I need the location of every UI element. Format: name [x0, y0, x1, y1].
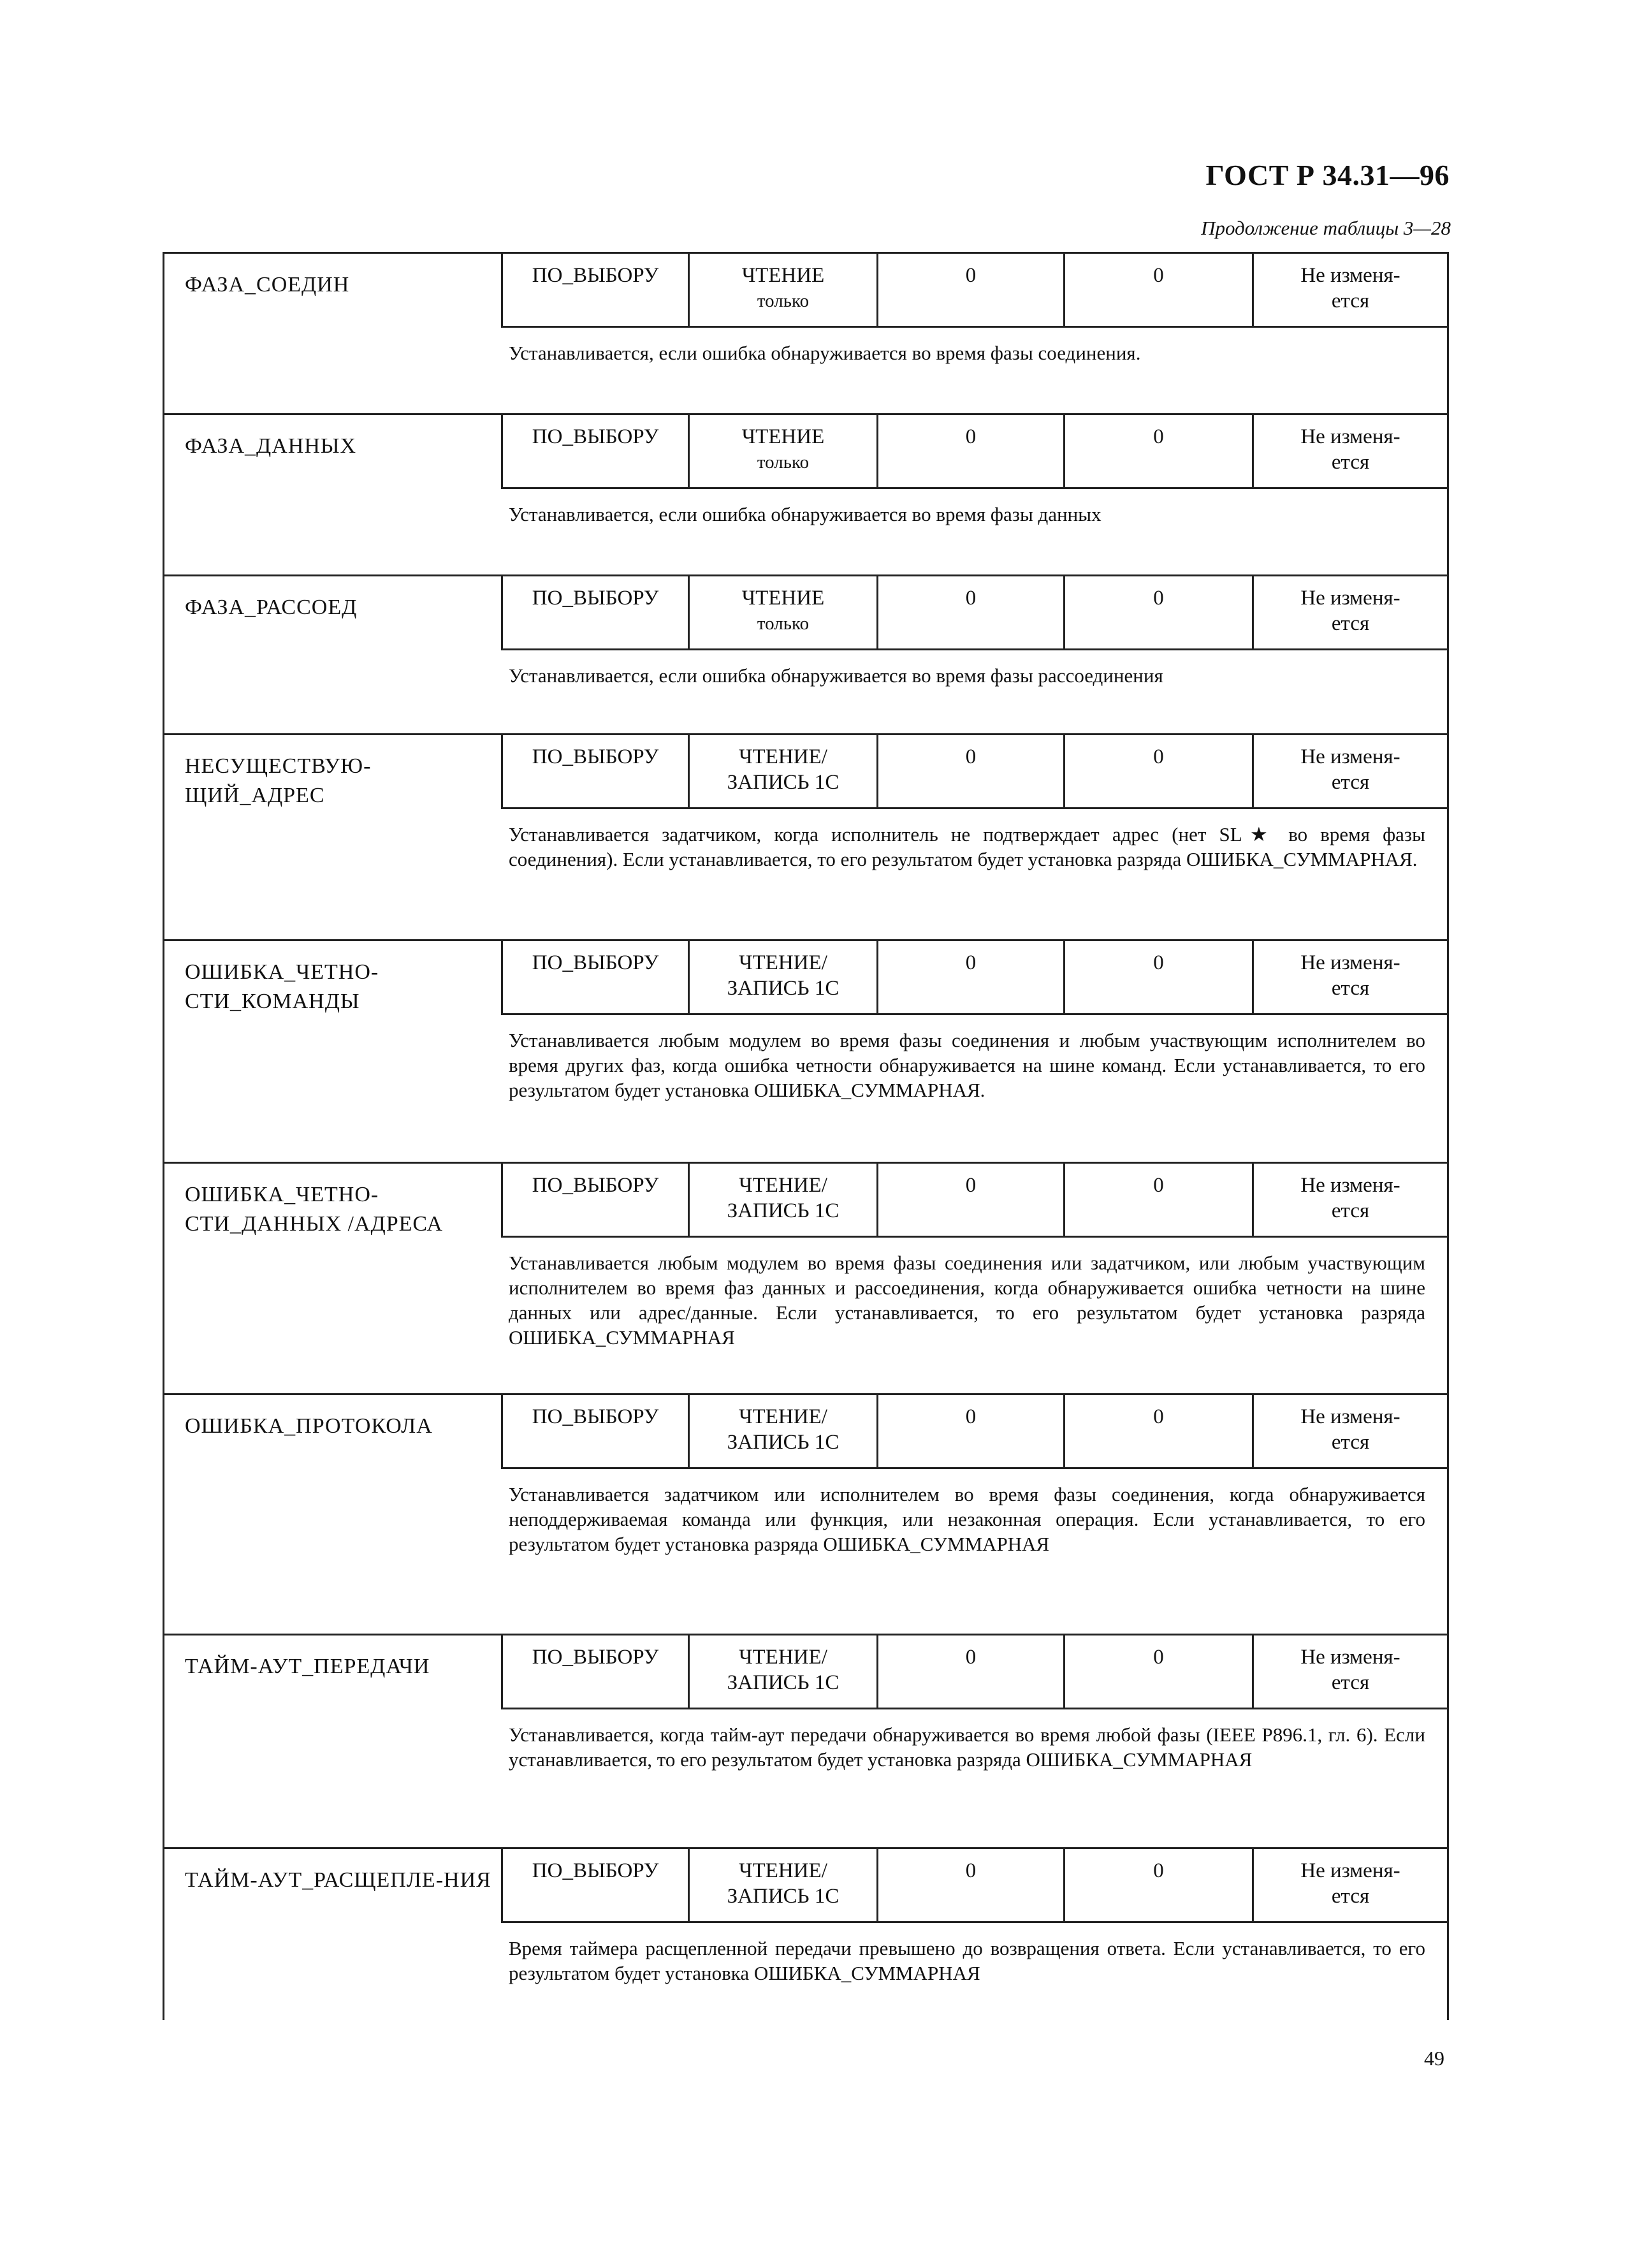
- reset-value-1: 0: [878, 735, 1065, 807]
- access-line1: ЧТЕНИЕ/: [739, 1646, 827, 1669]
- change-line2: ется: [1331, 1671, 1370, 1694]
- access-line1: ЧТЕНИЕ: [741, 425, 825, 448]
- param-name: ОШИБКА_ПРОТОКОЛА: [185, 1414, 433, 1438]
- change-line2: ется: [1331, 771, 1370, 794]
- access-line1: ЧТЕНИЕ/: [739, 1405, 827, 1428]
- description: Устанавливается, если ошибка обнаруживается во время фазы данных: [509, 503, 1101, 525]
- table-row: [164, 574, 1447, 733]
- access-cell: [690, 941, 878, 1013]
- description: Устанавливается задатчиком, когда исполнитель не подтверждает адрес (нет SL★ во время фазы соединения). Если устанавливается, то его результатом будет установка разряда ОШИБКА_СУММАРНАЯ.: [509, 823, 1425, 870]
- reset-value-2: 0: [1065, 576, 1254, 648]
- reset-value-2: 0: [1065, 735, 1254, 807]
- access-line2: только: [757, 452, 810, 472]
- reset-value-2: 0: [1065, 1395, 1254, 1467]
- param-name: ТАЙМ-АУТ_ПЕРЕДАЧИ: [185, 1655, 430, 1678]
- access-line2: ЗАПИСЬ 1С: [727, 977, 839, 1000]
- table-row: [164, 413, 1447, 574]
- change-cell: [1254, 254, 1447, 326]
- page-number: 49: [1424, 2047, 1444, 2070]
- access-line2: ЗАПИСЬ 1С: [727, 1885, 839, 1908]
- attr-row: [501, 1849, 1447, 1923]
- attr-row: [501, 1164, 1447, 1238]
- access-cell: [690, 1849, 878, 1921]
- description: Устанавливается любым модулем во время фазы соединения или задатчиком, или любым участвующим исполнителем во время фаз данных и рассоединения, когда обнаруживается ошибка четности на шине данных или адрес/данные. Если устанавливается, то его результатом будет установка разряда ОШИБКА_СУММАРНАЯ: [509, 1252, 1425, 1349]
- reset-value-2: 0: [1065, 941, 1254, 1013]
- change-line2: ется: [1331, 1431, 1370, 1454]
- access-line1: ЧТЕНИЕ: [741, 587, 825, 610]
- param-name: НЕСУЩЕСТВУЮ-ЩИЙ_АДРЕС: [185, 754, 372, 807]
- reset-value-1: 0: [878, 576, 1065, 648]
- table-row: [164, 1847, 1447, 2020]
- access-cell: [690, 1164, 878, 1236]
- category-cell: ПО_ВЫБОРУ: [503, 415, 690, 487]
- change-cell: [1254, 415, 1447, 487]
- access-line2: только: [757, 291, 810, 311]
- access-line1: ЧТЕНИЕ/: [739, 951, 827, 974]
- param-name: ТАЙМ-АУТ_РАСЩЕПЛЕ-НИЯ: [185, 1868, 491, 1892]
- change-line2: ется: [1331, 977, 1370, 1000]
- access-cell: [690, 1395, 878, 1467]
- change-line2: ется: [1331, 289, 1370, 312]
- category-cell: ПО_ВЫБОРУ: [503, 735, 690, 807]
- reset-value-2: 0: [1065, 1635, 1254, 1708]
- category-cell: ПО_ВЫБОРУ: [503, 1395, 690, 1467]
- param-name: ФАЗА_РАССОЕД: [185, 596, 358, 619]
- attr-row: [501, 1635, 1447, 1709]
- attr-row: [501, 254, 1447, 328]
- table-row: [164, 939, 1447, 1162]
- change-cell: [1254, 1635, 1447, 1708]
- document-id: ГОСТ Р 34.31—96: [1205, 159, 1450, 191]
- access-line2: ЗАПИСЬ 1С: [727, 1671, 839, 1694]
- attr-row: [501, 415, 1447, 489]
- description: Устанавливается любым модулем во время фазы соединения и любым участвующим исполнителем во время других фаз, когда ошибка четности обнаруживается на шине команд. Если устанавливается, то его результатом будет установка ОШИБКА_СУММАРНАЯ.: [509, 1029, 1425, 1101]
- attr-row: [501, 941, 1447, 1015]
- change-line2: ется: [1331, 451, 1370, 474]
- param-name: ОШИБКА_ЧЕТНО-СТИ_КОМАНДЫ: [185, 960, 379, 1013]
- table-row: [164, 252, 1447, 413]
- reset-value-1: 0: [878, 1635, 1065, 1708]
- reset-value-2: 0: [1065, 415, 1254, 487]
- change-cell: [1254, 1849, 1447, 1921]
- change-cell: [1254, 1164, 1447, 1236]
- description: Устанавливается, если ошибка обнаруживается во время фазы соединения.: [509, 342, 1141, 364]
- table-row: [164, 733, 1447, 939]
- access-line1: ЧТЕНИЕ/: [739, 1859, 827, 1882]
- param-name: ФАЗА_СОЕДИН: [185, 273, 350, 296]
- category-cell: ПО_ВЫБОРУ: [503, 1849, 690, 1921]
- change-cell: [1254, 735, 1447, 807]
- change-line1: Не изменя-: [1300, 1174, 1400, 1197]
- category-cell: ПО_ВЫБОРУ: [503, 1635, 690, 1708]
- category-cell: ПО_ВЫБОРУ: [503, 576, 690, 648]
- table-row: [164, 1393, 1447, 1634]
- description: Время таймера расщепленной передачи превышено до возвращения ответа. Если устанавливается, то его результатом будет установка ОШИБКА_СУММАРНАЯ: [509, 1937, 1425, 1984]
- change-line1: Не изменя-: [1300, 1405, 1400, 1428]
- access-line1: ЧТЕНИЕ: [741, 264, 825, 287]
- reset-value-1: 0: [878, 254, 1065, 326]
- description: Устанавливается, когда тайм-аут передачи обнаруживается во время любой фазы (IEEE P896.1, гл. 6). Если устанавливается, то его результатом будет установка разряда ОШИБКА_СУММАРНАЯ: [509, 1723, 1425, 1771]
- access-line2: только: [757, 613, 810, 634]
- access-line1: ЧТЕНИЕ/: [739, 1174, 827, 1197]
- change-line1: Не изменя-: [1300, 425, 1400, 448]
- change-cell: [1254, 1395, 1447, 1467]
- reset-value-2: 0: [1065, 1849, 1254, 1921]
- description: Устанавливается, если ошибка обнаруживается во время фазы рассоединения: [509, 664, 1163, 687]
- access-cell: [690, 254, 878, 326]
- access-cell: [690, 1635, 878, 1708]
- reset-value-1: 0: [878, 1164, 1065, 1236]
- table-caption: Продолжение таблицы 3—28: [1201, 217, 1451, 239]
- change-line2: ется: [1331, 612, 1370, 635]
- attr-row: [501, 1395, 1447, 1469]
- change-line1: Не изменя-: [1300, 745, 1400, 768]
- reset-value-1: 0: [878, 941, 1065, 1013]
- access-cell: [690, 415, 878, 487]
- change-line1: Не изменя-: [1300, 587, 1400, 610]
- register-table: [163, 252, 1449, 2020]
- change-line1: Не изменя-: [1300, 1646, 1400, 1669]
- reset-value-1: 0: [878, 1849, 1065, 1921]
- reset-value-1: 0: [878, 1395, 1065, 1467]
- change-line1: Не изменя-: [1300, 951, 1400, 974]
- category-cell: ПО_ВЫБОРУ: [503, 941, 690, 1013]
- change-line2: ется: [1331, 1199, 1370, 1222]
- change-line1: Не изменя-: [1300, 1859, 1400, 1882]
- reset-value-1: 0: [878, 415, 1065, 487]
- change-cell: [1254, 941, 1447, 1013]
- change-line1: Не изменя-: [1300, 264, 1400, 287]
- category-cell: ПО_ВЫБОРУ: [503, 1164, 690, 1236]
- description: Устанавливается задатчиком или исполнителем во время фазы соединения, когда обнаруживается неподдерживаемая команда или функция, или незаконная операция. Если устанавливается, то его результатом будет установка разряда ОШИБКА_СУММАРНАЯ: [509, 1483, 1425, 1555]
- attr-row: [501, 735, 1447, 809]
- param-name: ОШИБКА_ЧЕТНО-СТИ_ДАННЫХ /АДРЕСА: [185, 1183, 443, 1236]
- access-line2: ЗАПИСЬ 1С: [727, 1199, 839, 1222]
- access-line2: ЗАПИСЬ 1С: [727, 1431, 839, 1454]
- table-row: [164, 1634, 1447, 1847]
- attr-row: [501, 576, 1447, 650]
- category-cell: ПО_ВЫБОРУ: [503, 254, 690, 326]
- access-cell: [690, 576, 878, 648]
- access-cell: [690, 735, 878, 807]
- access-line1: ЧТЕНИЕ/: [739, 745, 827, 768]
- param-name: ФАЗА_ДАННЫХ: [185, 434, 357, 458]
- reset-value-2: 0: [1065, 1164, 1254, 1236]
- change-cell: [1254, 576, 1447, 648]
- reset-value-2: 0: [1065, 254, 1254, 326]
- change-line2: ется: [1331, 1885, 1370, 1908]
- access-line2: ЗАПИСЬ 1С: [727, 771, 839, 794]
- table-row: [164, 1162, 1447, 1393]
